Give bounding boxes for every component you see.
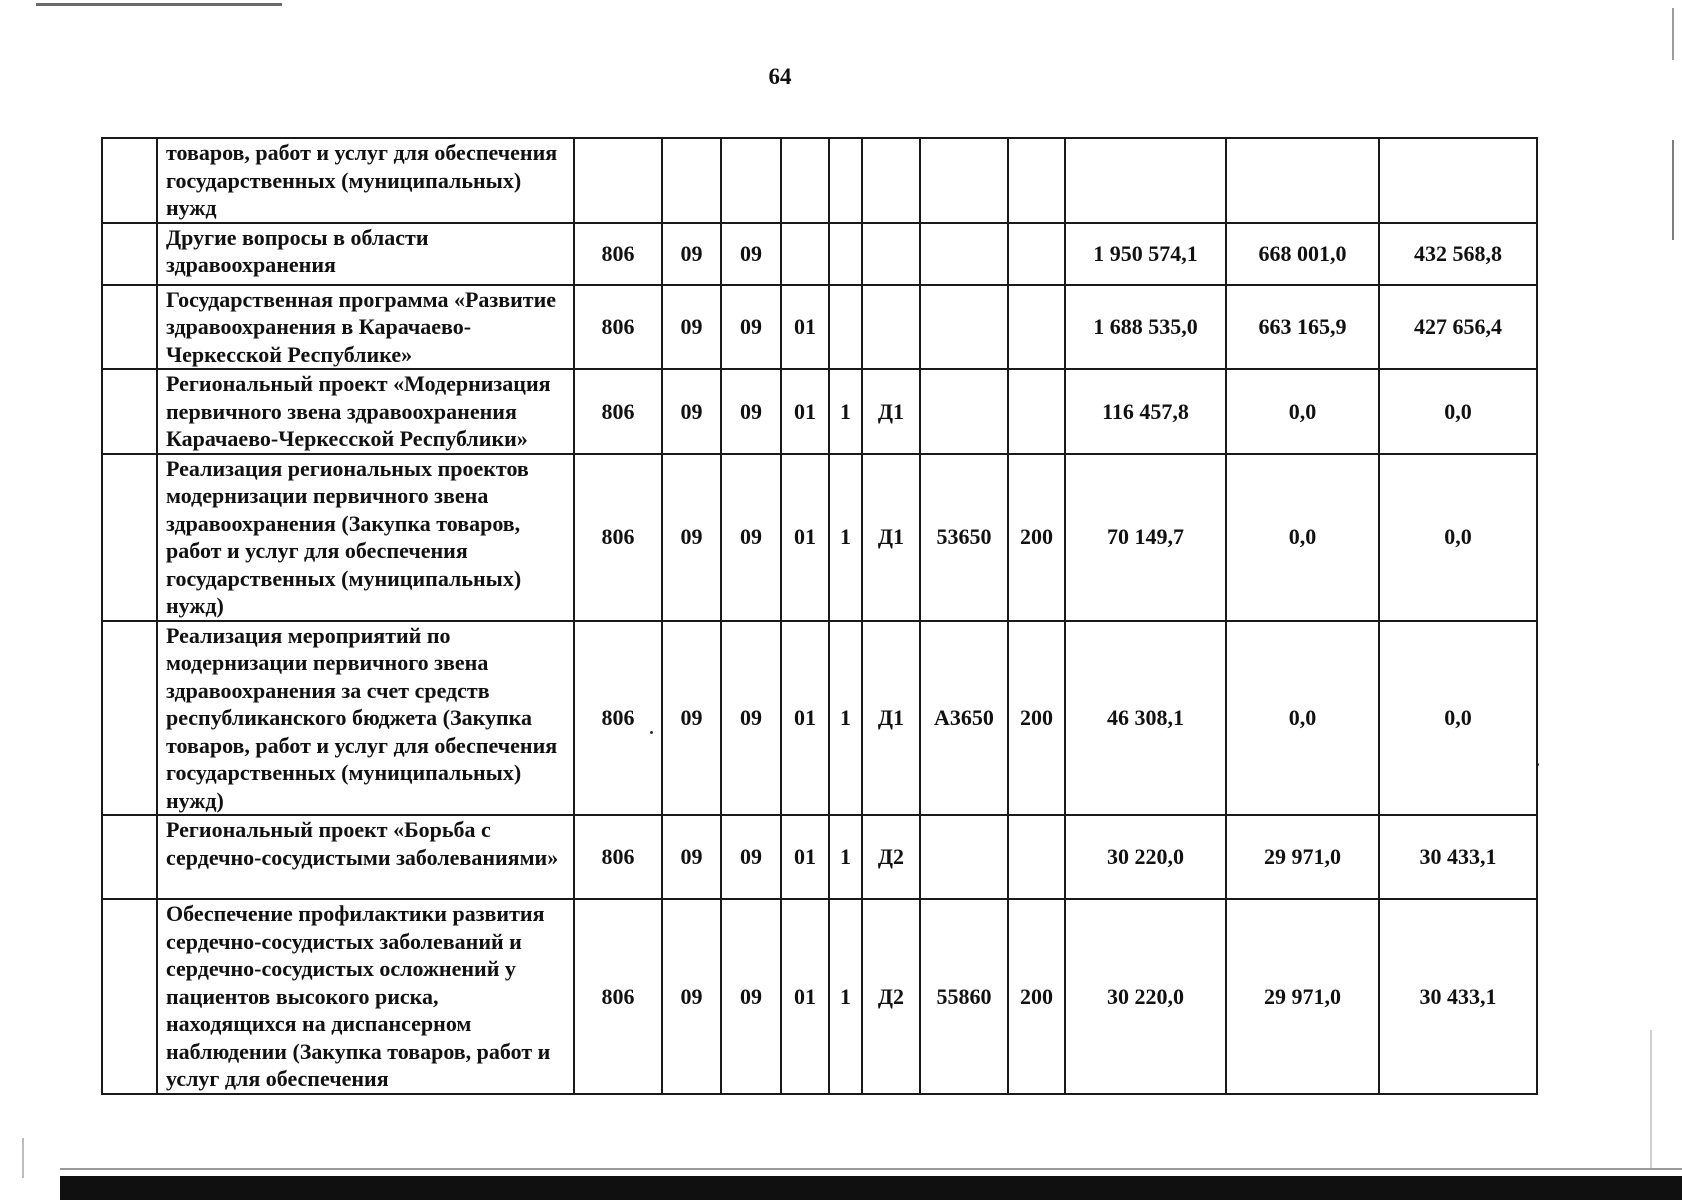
cell-section: 09 [662, 454, 721, 621]
cell-admin-code [574, 138, 662, 223]
cell-admin-code: 806 [574, 223, 662, 285]
cell-blank [102, 899, 157, 1094]
cell-expense-type [1008, 285, 1065, 370]
cell-program [781, 138, 829, 223]
cell-amount-3: 0,0 [1379, 369, 1537, 454]
cell-subsection: 09 [721, 369, 781, 454]
cell-amount-3: 0,0 [1379, 621, 1537, 816]
scan-edge-mark [1672, 8, 1674, 60]
cell-subprogram: 1 [829, 899, 862, 1094]
cell-program: 01 [781, 369, 829, 454]
table-row [102, 138, 1537, 223]
cell-project: Д1 [862, 369, 920, 454]
cell-subsection: 09 [721, 223, 781, 285]
cell-blank [102, 815, 157, 899]
cell-admin-code: 806 [574, 369, 662, 454]
cell-blank [102, 285, 157, 370]
cell-expense-type [1008, 369, 1065, 454]
cell-amount-1: 30 220,0 [1065, 899, 1226, 1094]
cell-amount-1: 70 149,7 [1065, 454, 1226, 621]
cell-expense-type [1008, 815, 1065, 899]
cell-program: 01 [781, 815, 829, 899]
cell-name: Обеспечение профилактики развития сердечно-сосудистых заболеваний и сердечно-сосудистых осложнений у пациентов высокого риска, находящихся на диспансерном наблюдении (Закупка товаров, работ и услуг для обеспечения [157, 899, 574, 1094]
table-row [102, 223, 1537, 285]
cell-blank [102, 138, 157, 223]
scan-bottom-bar [60, 1176, 1682, 1200]
cell-amount-3: 30 433,1 [1379, 815, 1537, 899]
cell-expense-type [1008, 223, 1065, 285]
cell-project: Д2 [862, 815, 920, 899]
table-row [102, 369, 1537, 454]
cell-amount-2: 0,0 [1226, 621, 1379, 816]
cell-amount-2 [1226, 138, 1379, 223]
cell-amount-3: 432 568,8 [1379, 223, 1537, 285]
cell-section: 09 [662, 369, 721, 454]
cell-name: Региональный проект «Борьба с сердечно-сосудистыми заболеваниями» [157, 815, 574, 899]
cell-amount-2: 0,0 [1226, 369, 1379, 454]
page-number: 64 [768, 64, 792, 89]
cell-expense-type [1008, 138, 1065, 223]
cell-amount-1: 1 950 574,1 [1065, 223, 1226, 285]
cell-subsection: 09 [721, 621, 781, 816]
cell-amount-1: 116 457,8 [1065, 369, 1226, 454]
scan-edge-mark [22, 1138, 24, 1178]
cell-program: 01 [781, 899, 829, 1094]
cell-direction [920, 369, 1008, 454]
cell-subprogram: 1 [829, 454, 862, 621]
cell-blank [102, 454, 157, 621]
cell-amount-1: 1 688 535,0 [1065, 285, 1226, 370]
cell-project: Д1 [862, 454, 920, 621]
cell-section [662, 138, 721, 223]
cell-program: 01 [781, 621, 829, 816]
cell-name: Реализация мероприятий по модернизации первичного звена здравоохранения за счет средств республиканского бюджета (Закупка товаров, работ и услуг для обеспечения государственных (муниципальных) нужд) [157, 621, 574, 816]
cell-section: 09 [662, 899, 721, 1094]
cell-direction [920, 815, 1008, 899]
cell-project [862, 285, 920, 370]
cell-name: Государственная программа «Развитие здравоохранения в Карачаево-Черкесской Республике» [157, 285, 574, 370]
cell-project [862, 138, 920, 223]
cell-amount-1: 30 220,0 [1065, 815, 1226, 899]
cell-admin-code: 806 [574, 454, 662, 621]
table-row [102, 815, 1537, 899]
cell-project: Д2 [862, 899, 920, 1094]
cell-amount-1 [1065, 138, 1226, 223]
cell-direction: 55860 [920, 899, 1008, 1094]
table-row [102, 454, 1537, 621]
cell-amount-2: 663 165,9 [1226, 285, 1379, 370]
cell-amount-2: 29 971,0 [1226, 899, 1379, 1094]
cell-name: Другие вопросы в области здравоохранения [157, 223, 574, 285]
cell-admin-code: 806 [574, 815, 662, 899]
cell-program [781, 223, 829, 285]
cell-subprogram: 1 [829, 369, 862, 454]
cell-section: 09 [662, 223, 721, 285]
cell-program: 01 [781, 454, 829, 621]
cell-direction: А3650 [920, 621, 1008, 816]
cell-project: Д1 [862, 621, 920, 816]
cell-name: товаров, работ и услуг для обеспечения государственных (муниципальных) нужд [157, 138, 574, 223]
cell-subsection: 09 [721, 899, 781, 1094]
cell-amount-1: 46 308,1 [1065, 621, 1226, 816]
cell-amount-3: 427 656,4 [1379, 285, 1537, 370]
scan-edge-line [60, 1168, 1682, 1170]
cell-direction [920, 285, 1008, 370]
cell-project [862, 223, 920, 285]
scan-edge-line [36, 3, 282, 6]
cell-amount-2: 29 971,0 [1226, 815, 1379, 899]
cell-subprogram [829, 285, 862, 370]
cell-section: 09 [662, 621, 721, 816]
cell-blank [102, 621, 157, 816]
cell-amount-3: 0,0 [1379, 454, 1537, 621]
table-row [102, 899, 1537, 1094]
cell-subsection: 09 [721, 454, 781, 621]
cell-section: 09 [662, 285, 721, 370]
cell-subsection [721, 138, 781, 223]
cell-subsection: 09 [721, 285, 781, 370]
cell-name: Региональный проект «Модернизация первичного звена здравоохранения Карачаево-Черкесской Республики» [157, 369, 574, 454]
cell-direction: 53650 [920, 454, 1008, 621]
cell-blank [102, 369, 157, 454]
scan-edge-mark [1672, 140, 1674, 240]
budget-table [101, 137, 1538, 1095]
cell-subprogram [829, 223, 862, 285]
cell-admin-code: 806 [574, 899, 662, 1094]
cell-expense-type: 200 [1008, 899, 1065, 1094]
cell-subsection: 09 [721, 815, 781, 899]
cell-expense-type: 200 [1008, 621, 1065, 816]
table-row [102, 285, 1537, 370]
cell-expense-type: 200 [1008, 454, 1065, 621]
cell-subprogram [829, 138, 862, 223]
cell-program: 01 [781, 285, 829, 370]
cell-amount-2: 0,0 [1226, 454, 1379, 621]
cell-name: Реализация региональных проектов модернизации первичного звена здравоохранения (Закупка товаров, работ и услуг для обеспечения государственных (муниципальных) нужд) [157, 454, 574, 621]
cell-section: 09 [662, 815, 721, 899]
cell-blank [102, 223, 157, 285]
cell-amount-3 [1379, 138, 1537, 223]
cell-subprogram: 1 [829, 621, 862, 816]
cell-admin-code: 806 [574, 621, 662, 816]
cell-amount-3: 30 433,1 [1379, 899, 1537, 1094]
table-row [102, 621, 1537, 816]
cell-direction [920, 138, 1008, 223]
cell-subprogram: 1 [829, 815, 862, 899]
cell-admin-code: 806 [574, 285, 662, 370]
cell-direction [920, 223, 1008, 285]
cell-amount-2: 668 001,0 [1226, 223, 1379, 285]
scan-edge-mark [1650, 1030, 1652, 1170]
